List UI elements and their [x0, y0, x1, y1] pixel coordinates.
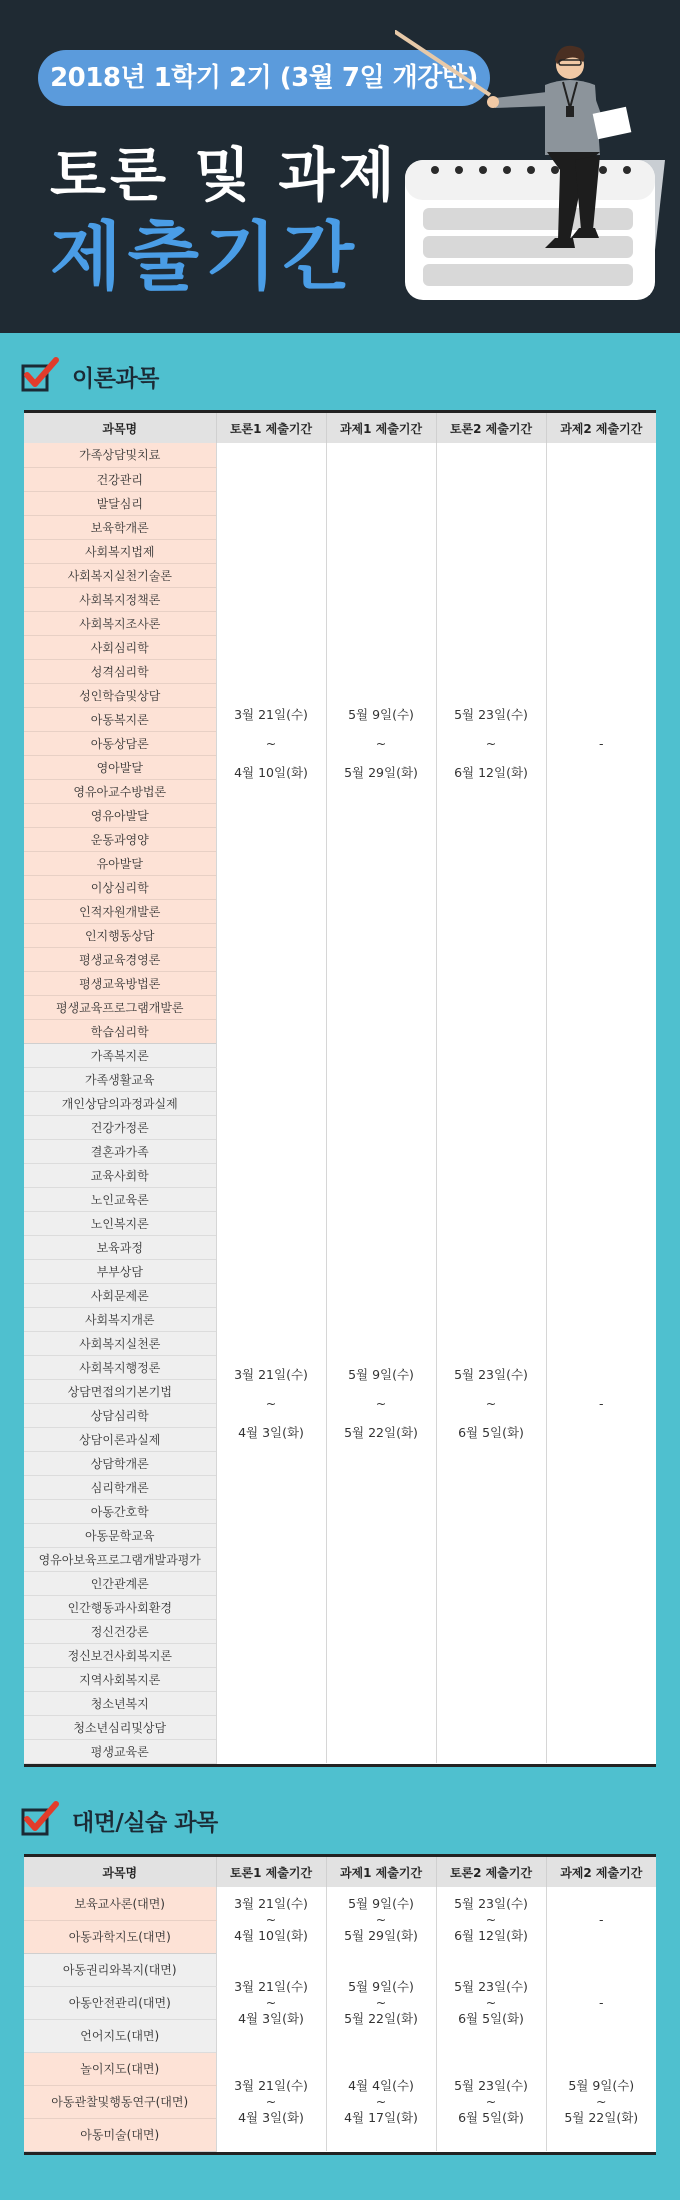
period-cell-d1: [216, 443, 326, 1043]
subject-name-cell: 아동상담론: [24, 731, 216, 755]
subject-name-cell: 건강관리: [24, 467, 216, 491]
subject-name-cell: 사회문제론: [24, 1283, 216, 1307]
period-cell-d2: [436, 1953, 546, 2052]
class-term-pill: 2018년 1학기 2기 (3월 7일 개강반): [38, 50, 490, 106]
subject-name-cell: 심리학개론: [24, 1475, 216, 1499]
subject-name-cell: 아동안전관리(대면): [24, 1986, 216, 2019]
period-line: 5월 29일(화): [344, 1928, 418, 1943]
period-cell-a2: [546, 2052, 656, 2151]
period-line: -: [598, 735, 604, 751]
col-header-assignment2: 과제2 제출기간: [546, 1857, 656, 1887]
subject-name-cell: 성격심리학: [24, 659, 216, 683]
subject-name-cell: 영유아보육프로그램개발과평가: [24, 1547, 216, 1571]
period-line: 5월 9일(수): [348, 1366, 414, 1382]
period-line: 4월 3일(화): [238, 2010, 304, 2026]
subject-name-cell: 사회복지실천론: [24, 1331, 216, 1355]
period-line: ~: [375, 1395, 387, 1411]
subject-name-cell: 보육과정: [24, 1235, 216, 1259]
subject-name-cell: 교육사회학: [24, 1163, 216, 1187]
header-banner: [0, 0, 680, 333]
period-cell-a1: [326, 1043, 436, 1763]
theory-title-text: 이론과목: [72, 365, 159, 392]
subject-name-cell: 언어지도(대면): [24, 2019, 216, 2052]
subject-name-cell: 아동미술(대면): [24, 2118, 216, 2151]
subject-name-cell: 유아발달: [24, 851, 216, 875]
period-cell-a2: [546, 1887, 656, 1953]
person-on-calendar-illustration: [395, 30, 680, 330]
col-header-subject: 과목명: [24, 413, 216, 443]
subject-name-cell: 가족상담및치료: [24, 443, 216, 467]
col-header-assignment2: 과제2 제출기간: [546, 413, 656, 443]
period-line: ~: [265, 735, 277, 751]
subject-name-cell: 아동간호학: [24, 1499, 216, 1523]
subject-name-cell: 부부상담: [24, 1259, 216, 1283]
period-line: 5월 23일(수): [454, 1896, 528, 1911]
subject-name-cell: 사회복지행정론: [24, 1355, 216, 1379]
period-line: 5월 23일(수): [454, 1978, 528, 1994]
subject-name-cell: 아동문학교육: [24, 1523, 216, 1547]
period-cell-a2: [546, 443, 656, 1043]
subject-name-cell: 아동관찰및행동연구(대면): [24, 2085, 216, 2118]
subject-name-cell: 평생교육방법론: [24, 971, 216, 995]
subject-name-cell: 결혼과가족: [24, 1139, 216, 1163]
period-cell-a2: [546, 1953, 656, 2052]
period-line: ~: [265, 1994, 277, 2010]
col-header-assignment1: 과제1 제출기간: [326, 413, 436, 443]
subject-name-cell: 운동과영양: [24, 827, 216, 851]
subject-name-cell: 평생교육프로그램개발론: [24, 995, 216, 1019]
subject-name-cell: 노인복지론: [24, 1211, 216, 1235]
subject-name-cell: 학습심리학: [24, 1019, 216, 1043]
period-line: 4월 4일(수): [348, 2077, 414, 2093]
subject-name-cell: 인간관계론: [24, 1571, 216, 1595]
period-line: ~: [375, 2093, 387, 2109]
headline-line2: 제출기간: [50, 214, 360, 300]
subject-name-cell: 영유아발달: [24, 803, 216, 827]
subject-name-cell: 아동권리와복지(대면): [24, 1953, 216, 1986]
period-line: 5월 9일(수): [348, 1896, 414, 1911]
col-header-discussion2: 토론2 제출기간: [436, 1857, 546, 1887]
subject-name-cell: 상담면접의기본기법: [24, 1379, 216, 1403]
subject-name-cell: 청소년심리및상담: [24, 1715, 216, 1739]
period-line: ~: [265, 2093, 277, 2109]
col-header-subject: 과목명: [24, 1857, 216, 1887]
period-line: -: [598, 1395, 604, 1411]
period-line: 3월 21일(수): [234, 1366, 308, 1382]
subject-name-cell: 인적자원개발론: [24, 899, 216, 923]
period-line: -: [598, 1994, 604, 2010]
period-line: ~: [596, 2093, 607, 2109]
subject-name-cell: 정신건강론: [24, 1619, 216, 1643]
period-line: 4월 10일(화): [234, 764, 308, 780]
period-line: 5월 23일(수): [454, 1366, 528, 1382]
period-line: ~: [485, 735, 497, 751]
period-line: ~: [375, 1912, 387, 1927]
period-line: 4월 10일(화): [234, 1928, 308, 1943]
period-line: 4월 17일(화): [344, 2109, 418, 2125]
period-cell-a1: [326, 443, 436, 1043]
period-line: ~: [375, 735, 387, 751]
subject-name-cell: 상담심리학: [24, 1403, 216, 1427]
period-line: 6월 5일(화): [458, 2109, 524, 2125]
period-cell-d2: [436, 443, 546, 1043]
col-header-assignment1: 과제1 제출기간: [326, 1857, 436, 1887]
period-cell-d1: [216, 1043, 326, 1763]
period-line: 3월 21일(수): [234, 706, 308, 722]
subject-name-cell: 가족생활교육: [24, 1067, 216, 1091]
period-line: 5월 22일(화): [344, 1424, 418, 1440]
subject-name-cell: 보육교사론(대면): [24, 1887, 216, 1920]
period-cell-a1: [326, 1953, 436, 2052]
period-line: 6월 5일(화): [458, 1424, 524, 1440]
col-header-discussion2: 토론2 제출기간: [436, 413, 546, 443]
period-line: 5월 23일(수): [454, 706, 528, 722]
period-line: 3월 21일(수): [234, 1978, 308, 1994]
subject-name-cell: 평생교육론: [24, 1739, 216, 1763]
period-line: 5월 22일(화): [344, 2010, 418, 2026]
subject-name-cell: 아동과학지도(대면): [24, 1920, 216, 1953]
period-line: 5월 29일(화): [344, 764, 418, 780]
subject-name-cell: 사회복지조사론: [24, 611, 216, 635]
subject-name-cell: 상담학개론: [24, 1451, 216, 1475]
subject-name-cell: 개인상담의과정과실제: [24, 1091, 216, 1115]
period-line: 5월 23일(수): [454, 2077, 528, 2093]
period-line: 6월 12일(화): [454, 1928, 528, 1943]
period-cell-a1: [326, 2052, 436, 2151]
red-check-icon: [20, 357, 60, 395]
subject-name-cell: 영아발달: [24, 755, 216, 779]
red-check-icon: [20, 1801, 60, 1839]
subject-name-cell: 사회복지법제: [24, 539, 216, 563]
table-row: [24, 2052, 656, 2085]
period-cell-a1: [326, 1887, 436, 1953]
period-line: 5월 22일(화): [564, 2109, 639, 2125]
subject-name-cell: 인간행동과사회환경: [24, 1595, 216, 1619]
practice-table: [24, 1854, 656, 2155]
subject-name-cell: 건강가정론: [24, 1115, 216, 1139]
period-line: ~: [485, 2093, 497, 2109]
period-line: ~: [485, 1994, 497, 2010]
subject-name-cell: 발달심리: [24, 491, 216, 515]
subject-name-cell: 아동복지론: [24, 707, 216, 731]
period-cell-d2: [436, 1887, 546, 1953]
subject-name-cell: 상담이론과실제: [24, 1427, 216, 1451]
subject-name-cell: 청소년복지: [24, 1691, 216, 1715]
period-cell-a2: [546, 1043, 656, 1763]
period-line: 5월 9일(수): [568, 2077, 635, 2093]
period-line: 4월 3일(화): [238, 1424, 304, 1440]
subject-name-cell: 지역사회복지론: [24, 1667, 216, 1691]
period-line: ~: [375, 1994, 387, 2010]
period-cell-d2: [436, 2052, 546, 2151]
period-line: 5월 9일(수): [348, 1978, 414, 1994]
table-row: [24, 443, 656, 467]
period-line: 3월 21일(수): [234, 1896, 308, 1911]
table-row: [24, 1887, 656, 1920]
table-row: [24, 1953, 656, 1986]
headline-line1: 토론 및 과제: [50, 141, 399, 209]
period-line: 5월 9일(수): [348, 706, 414, 722]
period-cell-d1: [216, 1887, 326, 1953]
period-cell-d1: [216, 2052, 326, 2151]
period-line: ~: [485, 1395, 497, 1411]
subject-name-cell: 놀이지도(대면): [24, 2052, 216, 2085]
practice-section-title: [20, 1800, 218, 1840]
subject-name-cell: 영유아교수방법론: [24, 779, 216, 803]
period-line: -: [598, 1912, 604, 1927]
subject-name-cell: 정신보건사회복지론: [24, 1643, 216, 1667]
subject-name-cell: 성인학습및상담: [24, 683, 216, 707]
period-line: 4월 3일(화): [238, 2109, 304, 2125]
subject-name-cell: 노인교육론: [24, 1187, 216, 1211]
subject-name-cell: 사회복지개론: [24, 1307, 216, 1331]
theory-table: [24, 410, 656, 1767]
period-line: 3월 21일(수): [234, 2077, 308, 2093]
practice-title-text: 대면/실습 과목: [72, 1809, 218, 1836]
period-line: ~: [265, 1912, 277, 1927]
col-header-discussion1: 토론1 제출기간: [216, 1857, 326, 1887]
theory-section-title: [20, 356, 159, 396]
subject-name-cell: 이상심리학: [24, 875, 216, 899]
period-line: ~: [265, 1395, 277, 1411]
table-row: [24, 1043, 656, 1067]
period-line: 6월 12일(화): [454, 764, 528, 780]
col-header-discussion1: 토론1 제출기간: [216, 413, 326, 443]
period-cell-d2: [436, 1043, 546, 1763]
subject-name-cell: 사회심리학: [24, 635, 216, 659]
subject-name-cell: 사회복지정책론: [24, 587, 216, 611]
subject-name-cell: 가족복지론: [24, 1043, 216, 1067]
period-line: 6월 5일(화): [458, 2010, 524, 2026]
subject-name-cell: 평생교육경영론: [24, 947, 216, 971]
subject-name-cell: 인지행동상담: [24, 923, 216, 947]
period-cell-d1: [216, 1953, 326, 2052]
subject-name-cell: 보육학개론: [24, 515, 216, 539]
subject-name-cell: 사회복지실천기술론: [24, 563, 216, 587]
period-line: ~: [485, 1912, 497, 1927]
